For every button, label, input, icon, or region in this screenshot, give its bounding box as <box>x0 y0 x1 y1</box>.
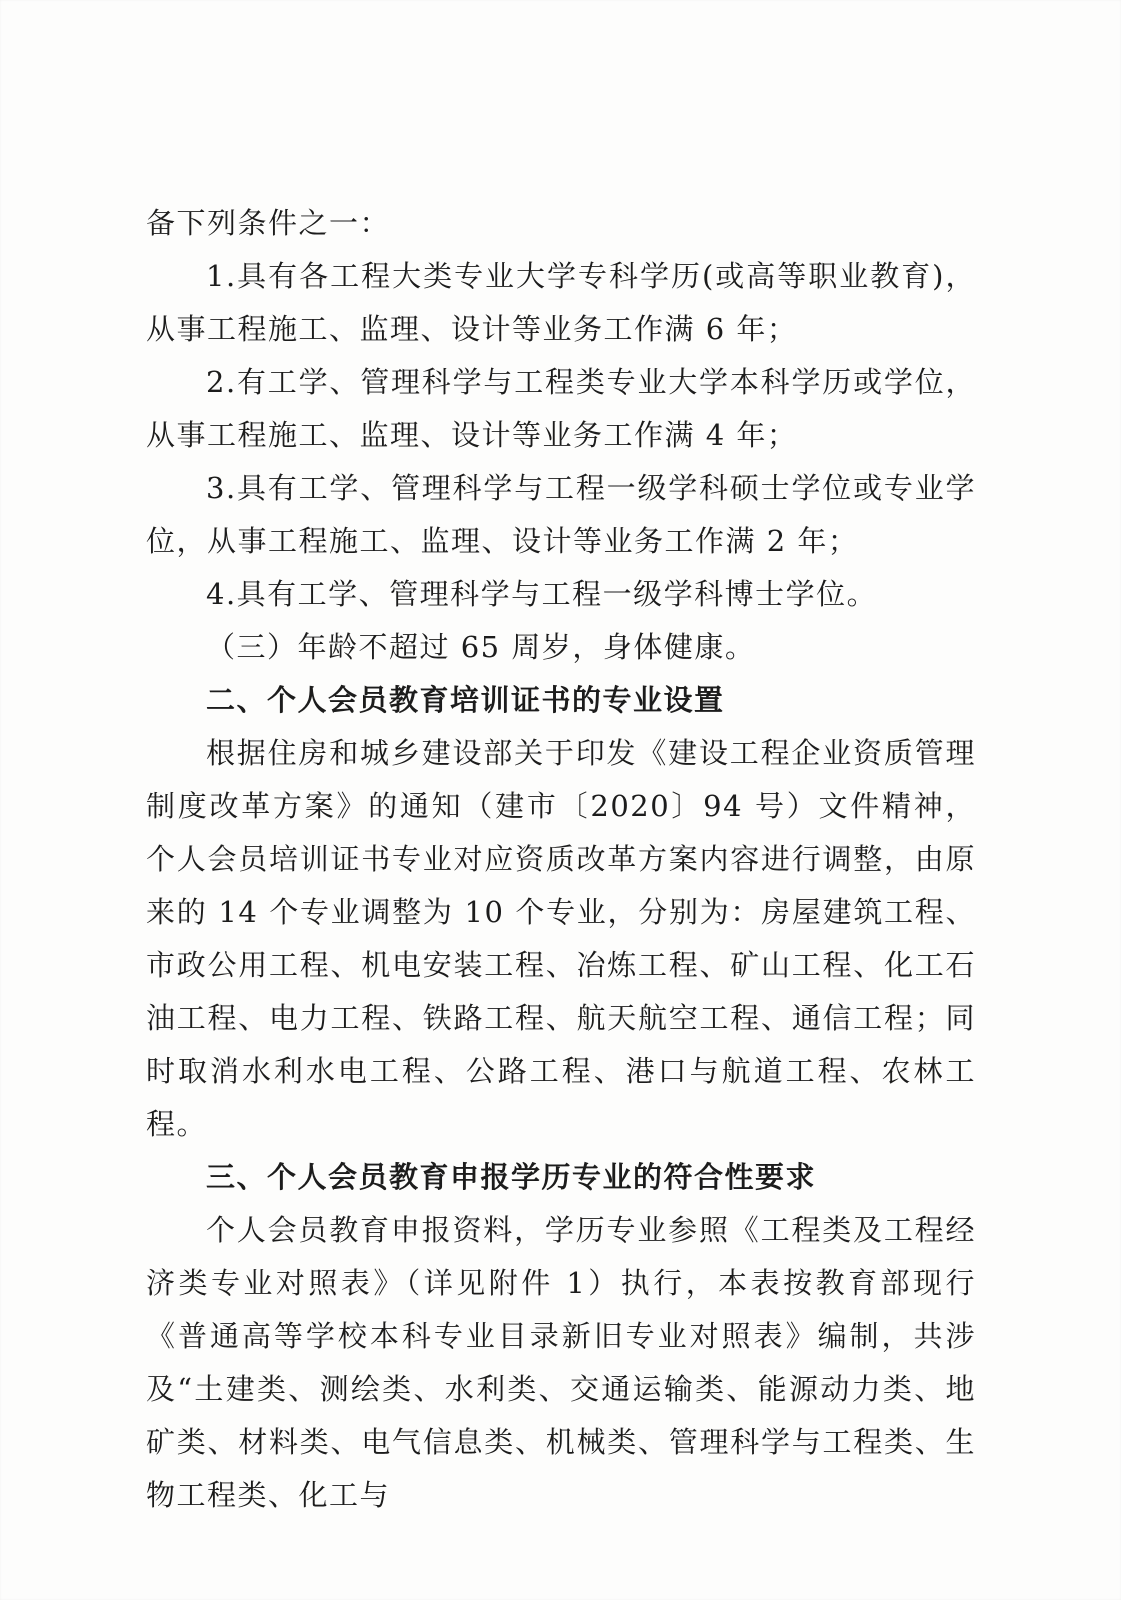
paragraph-condition-1: 1.具有各工程大类专业大学专科学历(或高等职业教育)，从事工程施工、监理、设计等业务工作满 6 年； <box>146 259 976 346</box>
paragraph-condition-4: 4.具有工学、管理科学与工程一级学科博士学位。 <box>206 577 878 611</box>
section-heading-specialty-settings: 二、个人会员教育培训证书的专业设置 <box>206 683 725 717</box>
paragraph-condition-3: 3.具有工学、管理科学与工程一级学科硕士学位或专业学位，从事工程施工、监理、设计等业务工作满 2 年； <box>146 471 976 558</box>
paragraph-education-requirements: 个人会员教育申报资料，学历专业参照《工程类及工程经济类专业对照表》（详见附件 1）执行，本表按教育部现行《普通高等学校本科专业目录新旧专业对照表》编制，共涉及“土建类、测绘类、水利类、交通运输类、能源动力类、地矿类、材料类、电气信息类、机械类、管理科学与工程类、生物工程类、化工与 <box>146 1213 976 1512</box>
paragraph-age-requirement: （三）年龄不超过 65 周岁，身体健康。 <box>206 630 756 664</box>
document-body <box>146 197 976 1522</box>
paragraph-conditions-intro: 备下列条件之一： <box>146 206 391 240</box>
paragraph-condition-2: 2.有工学、管理科学与工程类专业大学本科学历或学位，从事工程施工、监理、设计等业务工作满 4 年； <box>146 365 976 452</box>
section-heading-education-requirements: 三、个人会员教育申报学历专业的符合性要求 <box>206 1160 817 1194</box>
paragraph-specialty-settings: 根据住房和城乡建设部关于印发《建设工程企业资质管理制度改革方案》的通知（建市〔2020〕94 号）文件精神，个人会员培训证书专业对应资质改革方案内容进行调整，由原来的 14 个专业调整为 10 个专业，分别为：房屋建筑工程、市政公用工程、机电安装工程、冶炼工程、矿山工程、化工石油工程、电力工程、铁路工程、航天航空工程、通信工程；同时取消水利水电工程、公路工程、港口与航道工程、农林工程。 <box>146 736 976 1141</box>
